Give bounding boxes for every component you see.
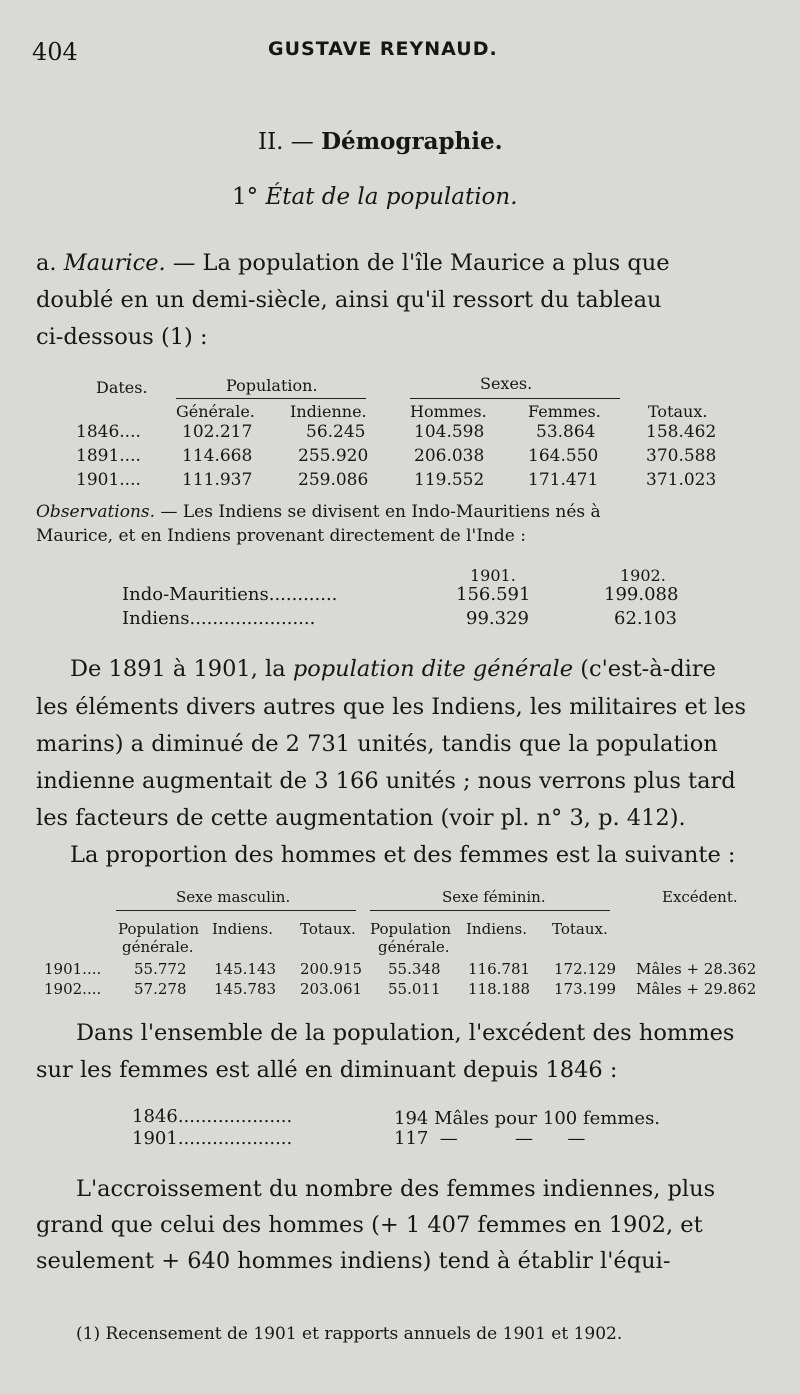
subsection-number: 1° (232, 184, 259, 210)
t2-cell: 172.129 (554, 960, 617, 978)
t1-cell: 371.023 (646, 470, 717, 490)
t1-cell: 119.552 (414, 470, 485, 490)
t1-subheader: Générale. (176, 402, 255, 421)
t1-cell: 164.550 (528, 446, 599, 466)
ratio-year (132, 1128, 292, 1149)
running-title: GUSTAVE REYNAUD. (268, 38, 498, 60)
t1-subheader: Indienne. (290, 402, 367, 421)
intro-line-2 (36, 287, 762, 313)
t1-group-population: Population. (226, 376, 318, 395)
para2-line-1-italic: population dite générale (292, 656, 574, 682)
t2-subheader-generale: générale. (378, 938, 450, 956)
t2-cell: 1901.... (44, 960, 102, 978)
indo-row-label (122, 608, 315, 629)
subsection-heading (232, 184, 518, 210)
t2-subheader: Totaux. (300, 920, 356, 938)
t1-cell: 56.245 (306, 422, 366, 442)
t1-cell: 259.086 (298, 470, 369, 490)
t1-subheader: Femmes. (528, 402, 601, 421)
t1-cell: 1891.... (76, 446, 141, 466)
para4-line-3 (36, 1248, 770, 1274)
ratio-year-text: 1901 (132, 1128, 178, 1149)
observations-line-1-text: — Les Indiens se divisent en Indo-Mauritiens nés à (160, 502, 601, 522)
para2-line-5-text: les facteurs de cette augmentation (voir pl. n° 3, p. 412). (36, 805, 686, 831)
observations-label: Observations. (36, 502, 156, 522)
indo-row-label-text: Indiens (122, 608, 190, 629)
t1-cell: 53.864 (536, 422, 596, 442)
t1-cell: 102.217 (182, 422, 253, 442)
para2-line-1b: (c'est-à-dire (580, 656, 716, 682)
t2-cell: 203.061 (300, 980, 363, 998)
t2-cell: 145.143 (214, 960, 277, 978)
t2-subheader: Totaux. (552, 920, 608, 938)
section-number: II. — (258, 129, 314, 155)
t2-cell: 118.188 (468, 980, 531, 998)
t1-col-dates: Dates. (96, 378, 148, 397)
t2-subheader: Indiens. (466, 920, 527, 938)
observations-line-2: Maurice, et en Indiens provenant directement de l'Inde : (36, 526, 526, 546)
t1-cell: 255.920 (298, 446, 369, 466)
t1-subheader: Totaux. (648, 402, 708, 421)
section-heading (258, 128, 503, 155)
ratio-text: 194 Mâles pour 100 femmes. (394, 1108, 661, 1129)
t2-brace-masc (116, 910, 356, 911)
indo-year-header: 1901. (470, 566, 516, 585)
t1-cell: 206.038 (414, 446, 485, 466)
para4-line-2-text: grand que celui des hommes (+ 1 407 femmes en 1902, et (36, 1212, 703, 1238)
t1-cell: 104.598 (414, 422, 485, 442)
intro-line-3 (36, 324, 762, 350)
indo-row-dots: ...................... (189, 608, 316, 629)
indo-row-label (122, 584, 337, 605)
t1-cell: 158.462 (646, 422, 717, 442)
para2-line-6-text: La proportion des hommes et des femmes est la suivante : (70, 842, 736, 868)
t2-subheader-generale: générale. (122, 938, 194, 956)
t2-cell: Mâles + 28.362 (636, 960, 757, 978)
t2-subheader: Indiens. (212, 920, 273, 938)
ratio-dots: .................... (177, 1128, 293, 1149)
para2-line-3 (36, 731, 762, 757)
intro-line-3-text: ci-dessous (1) : (36, 324, 208, 350)
t2-cell: 1902.... (44, 980, 102, 998)
para4-line-1-text: L'accroissement du nombre des femmes indiennes, plus (76, 1176, 716, 1202)
t2-group-masc: Sexe masculin. (176, 888, 291, 906)
para3-line-1-text: Dans l'ensemble de la population, l'excédent des hommes (76, 1020, 735, 1046)
intro-line-2-text: doublé en un demi-siècle, ainsi qu'il ressort du tableau (36, 287, 662, 313)
para4-line-1 (76, 1176, 770, 1202)
observations-line-1 (36, 502, 762, 522)
para2-line-4-text: indienne augmentait de 3 166 unités ; nous verrons plus tard (36, 768, 736, 794)
para2-line-6 (70, 842, 762, 868)
para4-line-3-text: seulement + 640 hommes indiens) tend à établir l'équi- (36, 1248, 671, 1274)
indo-row-dots: ............ (268, 584, 338, 605)
para2-line-2 (36, 694, 762, 720)
t2-cell: 55.348 (388, 960, 441, 978)
intro-line-1 (36, 250, 762, 276)
para2-line-3-text: marins) a diminué de 2 731 unités, tandis que la population (36, 731, 718, 757)
t2-subheader: Population (118, 920, 200, 938)
para2-line-1 (70, 656, 762, 682)
indo-row-label-text: Indo-Mauritiens (122, 584, 269, 605)
t1-cell: 1846.... (76, 422, 141, 442)
t1-cell: 370.588 (646, 446, 717, 466)
t2-cell: 173.199 (554, 980, 617, 998)
indo-cell: 62.103 (614, 608, 677, 629)
section-title: Démographie. (321, 128, 503, 155)
t2-brace-fem (370, 910, 610, 911)
intro-line-1-text: — La population de l'île Maurice a plus que (172, 250, 670, 276)
t1-cell: 1901.... (76, 470, 141, 490)
t2-cell: 200.915 (300, 960, 363, 978)
t2-cell: 57.278 (134, 980, 187, 998)
para2-line-1a: De 1891 à 1901, la (70, 656, 286, 682)
ratio-text: 117 — — — (394, 1128, 586, 1149)
t2-cell: 116.781 (468, 960, 531, 978)
t2-cell: 145.783 (214, 980, 277, 998)
t2-cell: 55.011 (388, 980, 441, 998)
t1-subheader: Hommes. (410, 402, 487, 421)
t2-subheader: Population (370, 920, 452, 938)
ratio-dots: .................... (177, 1106, 293, 1127)
t1-brace-sexes (410, 398, 620, 399)
t2-col-excedent: Excédent. (662, 888, 738, 906)
t1-brace-population (176, 398, 366, 399)
footnote: (1) Recensement de 1901 et rapports annuels de 1901 et 1902. (76, 1324, 623, 1344)
para2-line-4 (36, 768, 762, 794)
para3-line-1 (76, 1020, 766, 1046)
t1-cell: 114.668 (182, 446, 253, 466)
para2-line-2-text: les éléments divers autres que les Indiens, les militaires et les (36, 694, 747, 720)
page-number: 404 (32, 38, 78, 66)
t1-cell: 111.937 (182, 470, 253, 490)
indo-cell: 99.329 (466, 608, 529, 629)
intro-label: a. (36, 250, 57, 276)
t1-group-sexes: Sexes. (480, 374, 533, 393)
ratio-year-text: 1846 (132, 1106, 178, 1127)
subsection-title: État de la population. (265, 184, 518, 210)
t2-cell: 55.772 (134, 960, 187, 978)
t2-cell: Mâles + 29.862 (636, 980, 757, 998)
indo-cell: 156.591 (456, 584, 531, 605)
t1-cell: 171.471 (528, 470, 599, 490)
para3-line-2: sur les femmes est allé en diminuant depuis 1846 : (36, 1057, 618, 1083)
indo-year-header: 1902. (620, 566, 666, 585)
intro-place: Maurice. (63, 250, 166, 276)
para2-line-5 (36, 805, 762, 831)
ratio-year (132, 1106, 292, 1127)
para4-line-2 (36, 1212, 770, 1238)
t2-group-fem: Sexe féminin. (442, 888, 546, 906)
indo-cell: 199.088 (604, 584, 679, 605)
